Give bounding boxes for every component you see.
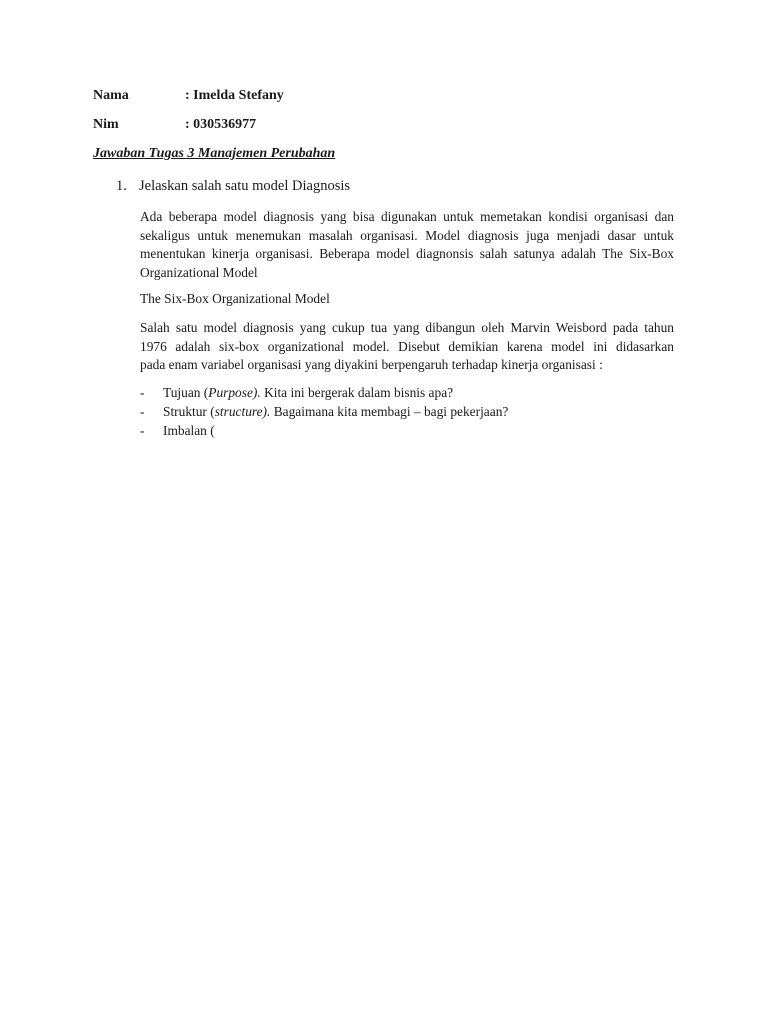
paragraph-intro [140, 208, 674, 282]
question-number: 1. [116, 178, 127, 194]
list-item-prefix: Imbalan ( [163, 423, 215, 438]
bullet-dash: - [140, 385, 145, 400]
paragraph-line: sekaligus untuk menemukan masalah organisasi. Model diagnosis juga menjadi dasar untuk [140, 227, 674, 243]
bullet-dash: - [140, 404, 145, 419]
list-item-text [163, 383, 453, 402]
nim-value: : 030536977 [185, 117, 257, 132]
list-item-prefix: Struktur ( [163, 404, 215, 419]
paragraph-line: menentukan kinerja organisasi. Beberapa model diagnonsis salah satunya adalah The Six-Box [140, 246, 674, 261]
paragraph-line: 1976 adalah six-box organizational model. Disebut demikian karena model ini didasarkan [140, 338, 674, 354]
list-item-suffix: Bagaimana kita membagi – bagi pekerjaan? [270, 404, 509, 419]
list-item-prefix: Tujuan ( [163, 385, 209, 400]
paragraph-model [140, 319, 674, 375]
paragraph-line: Organizational Model [140, 264, 258, 280]
list-item-text [163, 421, 215, 440]
paragraph-line: pada enam variabel organisasi yang diyakini berpengaruh terhadap kinerja organisasi : [140, 357, 603, 372]
list-item-italic: Purpose). [208, 385, 261, 400]
name-value: : Imelda Stefany [185, 88, 284, 103]
nim-label: Nim [93, 117, 119, 132]
list-item-text [163, 402, 508, 421]
paragraph-line: Ada beberapa model diagnosis yang bisa digunakan untuk memetakan kondisi organisasi dan [140, 209, 674, 224]
question-item [116, 177, 350, 195]
model-subheading: The Six-Box Organizational Model [140, 291, 330, 306]
name-label: Nama [93, 88, 129, 103]
document-title: Jawaban Tugas 3 Manajemen Perubahan [93, 146, 336, 161]
paragraph-line: Salah satu model diagnosis yang cukup tua yang dibangun oleh Marvin Weisbord pada tahun [140, 320, 674, 335]
list-item-suffix: Kita ini bergerak dalam bisnis apa? [260, 385, 454, 400]
list-item-italic: structure). [214, 404, 271, 419]
question-text: Jelaskan salah satu model Diagnosis [139, 178, 351, 194]
bullet-dash: - [140, 423, 145, 438]
